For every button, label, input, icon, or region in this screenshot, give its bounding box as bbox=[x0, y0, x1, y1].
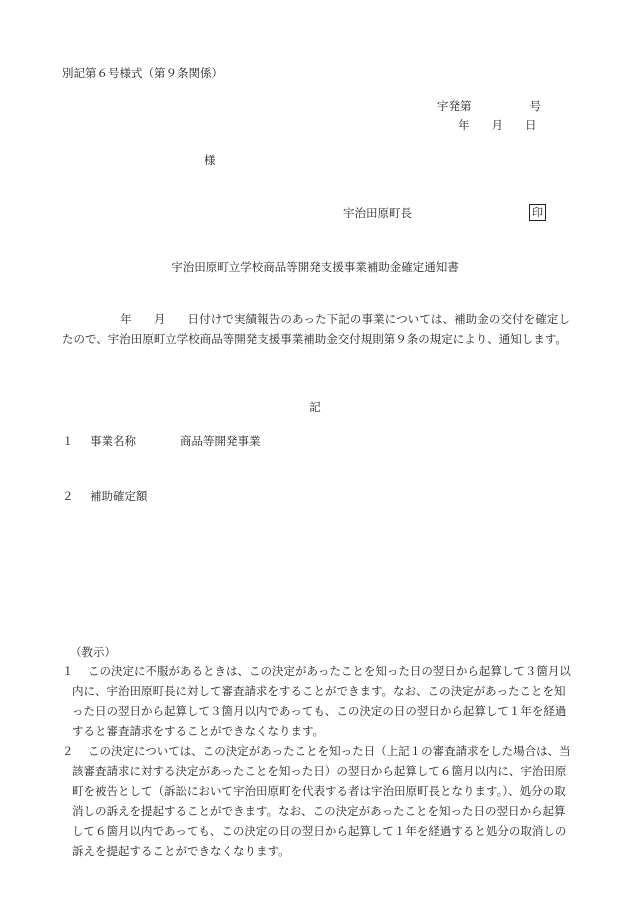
body-month: 月 bbox=[153, 312, 166, 326]
notice-text: この決定については、この決定があったことを知った日（上記１の審査請求をした場合は、当該審査請求に対する決定があったことを知った日）の翌日から起算して６箇月以内に、宇治田原町を被告として（訴訟において宇治田原町を代表する者は宇治田原町長となります。）、処分の取消しの訴えを提起することができます。なお、この決定があったことを知った日の翌日から起算して６箇月以内であっても、この決定の日の翌日から起算して１年を経過すると処分の取消しの訴えを提起することができなくなります。 bbox=[72, 744, 571, 858]
ki-marker: 記 bbox=[309, 400, 321, 414]
form-label: 別記第６号様式（第９条関係） bbox=[62, 66, 223, 80]
item-confirmed-amount bbox=[62, 488, 180, 504]
notice-item bbox=[62, 741, 572, 861]
seal-mark: 印 bbox=[529, 204, 546, 221]
document-number-prefix: 宇発第 bbox=[437, 99, 472, 113]
sender-name: 宇治田原町長 bbox=[343, 206, 412, 220]
item-label: 補助確定額 bbox=[90, 489, 148, 503]
body-text: 日付けで実績報告のあった下記の事業については、補助金の交付を確定したので、宇治田原町立学校商品等開発支援事業補助金交付規則第９条の規定により、通知します。 bbox=[62, 312, 571, 346]
body-year: 年 bbox=[120, 312, 132, 326]
notice-item bbox=[62, 661, 572, 741]
item-label: 事業名称 bbox=[90, 434, 136, 448]
item-project-name bbox=[62, 433, 261, 449]
document-number-suffix: 号 bbox=[529, 99, 541, 113]
notice-number: １ bbox=[62, 664, 74, 678]
notice-text: この決定に不服があるときは、この決定があったことを知った日の翌日から起算して３箇月以内に、宇治田原町長に対して審査請求をすることができます。なお、この決定があったことを知った日の翌日から起算して３箇月以内であっても、この決定の日の翌日から起算して１年を経過すると審査請求をすることができなくなります。 bbox=[72, 664, 571, 738]
item-value: 商品等開発事業 bbox=[180, 434, 261, 448]
document-number bbox=[437, 98, 541, 114]
date-month: 月 bbox=[491, 118, 503, 132]
date-year: 年 bbox=[458, 118, 470, 132]
document-date bbox=[458, 117, 537, 133]
item-number: ２ bbox=[62, 489, 74, 503]
item-number: １ bbox=[62, 434, 74, 448]
notice-heading: （教示） bbox=[70, 645, 116, 659]
addressee-honorific: 様 bbox=[204, 153, 216, 167]
body-paragraph bbox=[62, 309, 570, 349]
date-day: 日 bbox=[525, 118, 537, 132]
notice-section bbox=[62, 661, 572, 861]
notice-number: ２ bbox=[62, 744, 74, 758]
document-title: 宇治田原町立学校商品等開発支援事業補助金確定通知書 bbox=[171, 260, 459, 274]
